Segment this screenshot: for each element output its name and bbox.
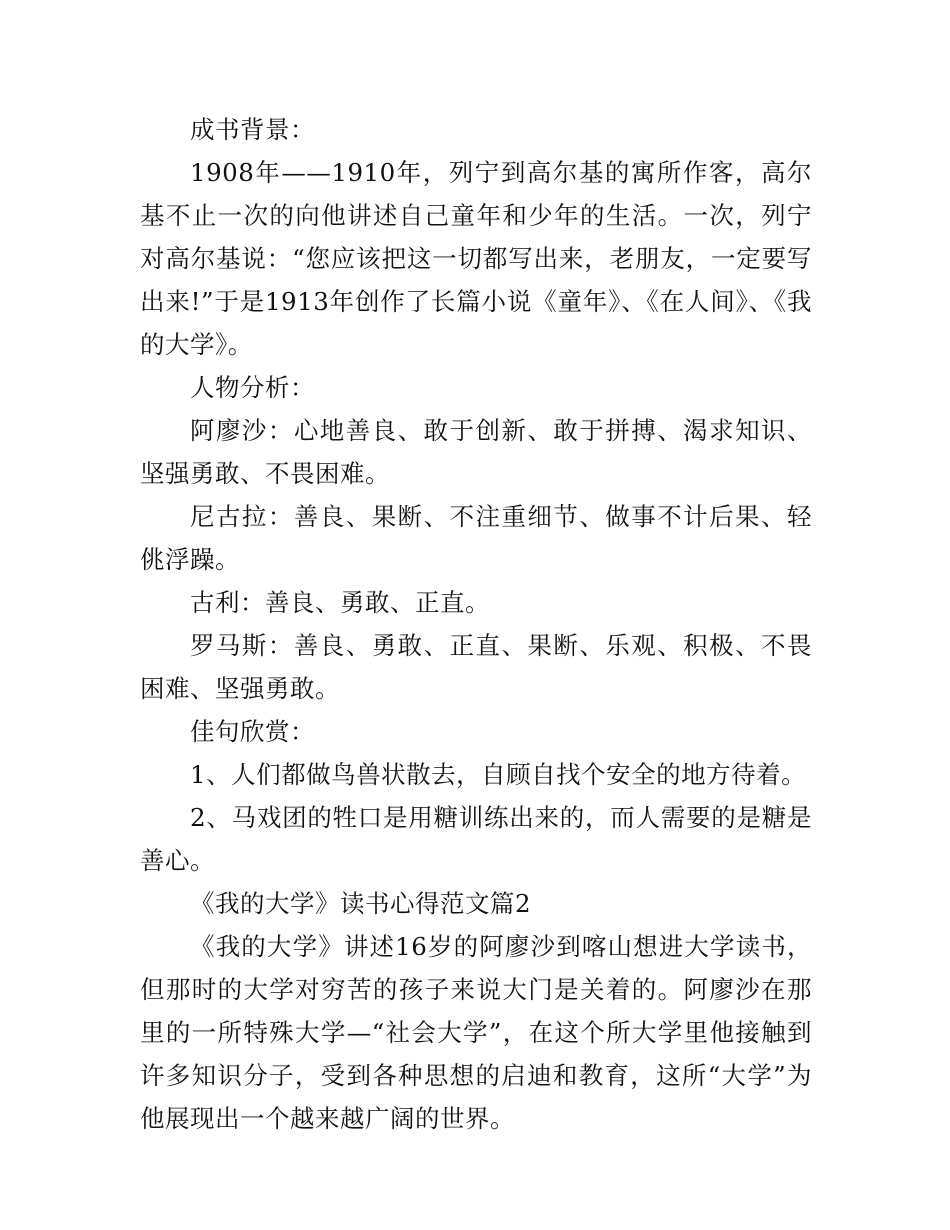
section-heading-characters: 人物分析： bbox=[190, 373, 315, 402]
document-page bbox=[140, 108, 812, 1140]
paragraph-character-alyosha: 阿廖沙：心地善良、敢于创新、敢于拼搏、渴求知识、坚强勇敢、不畏困难。 bbox=[140, 416, 812, 488]
paragraph-quote-1: 1、人们都做鸟兽状散去，自顾自找个安全的地方待着。 bbox=[190, 760, 807, 789]
section-heading-essay-2: 《我的大学》读书心得范文篇2 bbox=[190, 889, 532, 918]
paragraph-quote-2: 2、马戏团的牲口是用糖训练出来的，而人需要的是糖是善心。 bbox=[140, 803, 812, 875]
section-heading-background: 成书背景： bbox=[190, 115, 315, 144]
paragraph-character-guli: 古利：善良、勇敢、正直。 bbox=[190, 588, 490, 617]
paragraph-character-nikolai: 尼古拉：善良、果断、不注重细节、做事不计后果、轻佻浮躁。 bbox=[140, 502, 812, 574]
paragraph-character-romas: 罗马斯：善良、勇敢、正直、果断、乐观、积极、不畏困难、坚强勇敢。 bbox=[140, 631, 812, 703]
section-heading-quotes: 佳句欣赏： bbox=[190, 717, 315, 746]
paragraph-essay-2-body: 《我的大学》讲述16岁的阿廖沙到喀山想进大学读书，但那时的大学对穷苦的孩子来说大门是关着的。阿廖沙在那里的一所特殊大学—“社会大学”，在这个所大学里他接触到许多知识分子，受到各种思想的启迪和教育，这所“大学”为他展现出一个越来越广阔的世界。 bbox=[140, 932, 812, 1133]
paragraph-background: 1908年——1910年，列宁到高尔基的寓所作客，高尔基不止一次的向他讲述自己童年和少年的生活。一次，列宁对高尔基说：“您应该把这一切都写出来，老朋友，一定要写出来!”于是1913年创作了长篇小说《童年》、《在人间》、《我的大学》。 bbox=[140, 158, 812, 359]
